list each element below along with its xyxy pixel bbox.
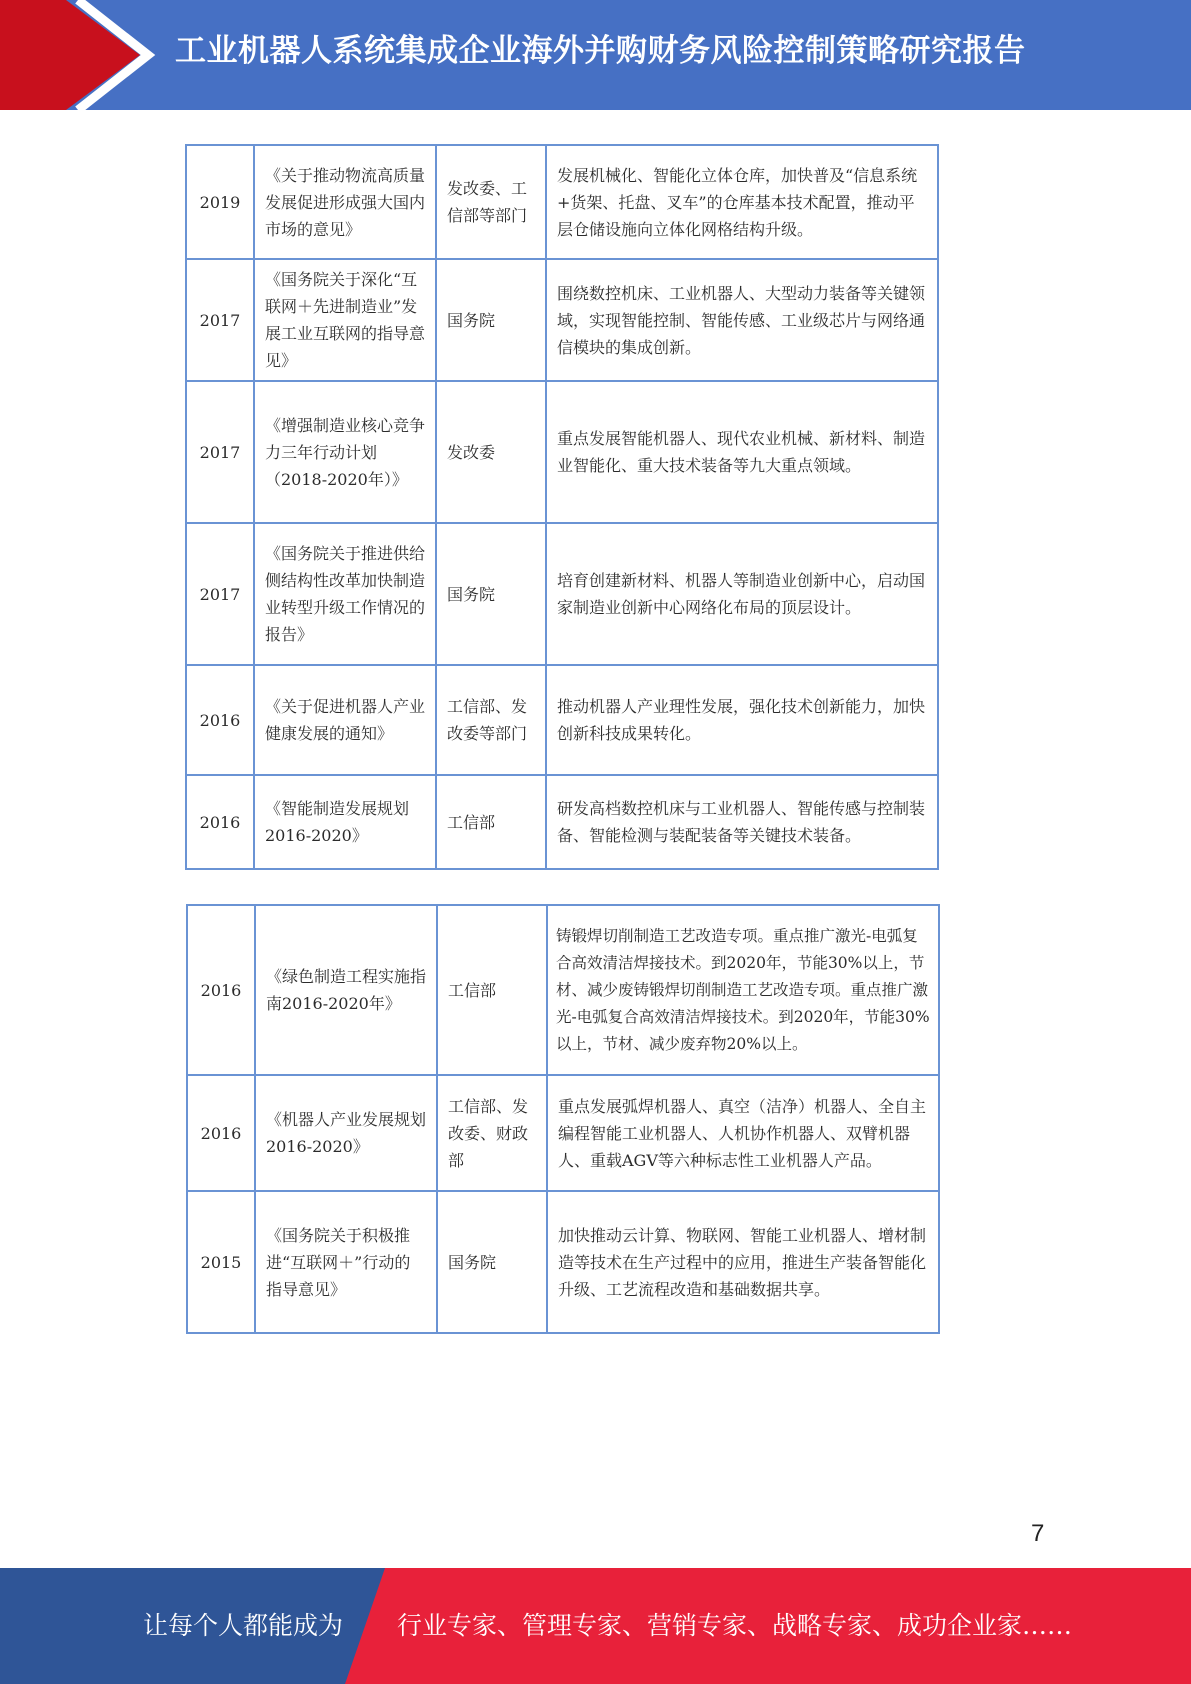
- header-band: [0, 0, 1191, 110]
- year-cell: 2016: [186, 665, 254, 775]
- policy-table-1: [185, 144, 939, 870]
- footer-slogan-text: 行业专家、管理专家、营销专家、战略专家、成功企业家……: [397, 1611, 1073, 1640]
- issuer-cell: 国务院: [436, 523, 546, 665]
- content-cell: 围绕数控机床、工业机器人、大型动力装备等关键领域，实现智能控制、智能传感、工业级芯片与网络通信模块的集成创新。: [546, 259, 938, 381]
- issuer-cell: 发改委、工信部等部门: [436, 145, 546, 259]
- document-title-cell: 《国务院关于积极推进“互联网＋”行动的指导意见》: [255, 1191, 437, 1333]
- table-row: [186, 665, 938, 775]
- table-row: [186, 775, 938, 869]
- year-cell: 2017: [186, 381, 254, 523]
- content-cell: 重点发展智能机器人、现代农业机械、新材料、制造业智能化、重大技术装备等九大重点领域。: [546, 381, 938, 523]
- table-row: [186, 259, 938, 381]
- table-row: [186, 145, 938, 259]
- year-cell: 2019: [186, 145, 254, 259]
- content-cell: 研发高档数控机床与工业机器人、智能传感与控制装备、智能检测与装配装备等关键技术装备。: [546, 775, 938, 869]
- content-cell: 加快推动云计算、物联网、智能工业机器人、增材制造等技术在生产过程中的应用，推进生产装备智能化升级、工艺流程改造和基础数据共享。: [547, 1191, 939, 1333]
- footer-band: [0, 1568, 1191, 1684]
- issuer-cell: 工信部、发改委等部门: [436, 665, 546, 775]
- content-cell: 重点发展弧焊机器人、真空（洁净）机器人、全自主编程智能工业机器人、人机协作机器人、双臂机器人、重载AGV等六种标志性工业机器人产品。: [547, 1075, 939, 1191]
- document-title-cell: 《国务院关于推进供给侧结构性改革加快制造业转型升级工作情况的报告》: [254, 523, 436, 665]
- issuer-cell: 工信部: [436, 775, 546, 869]
- year-cell: 2016: [187, 905, 255, 1075]
- year-cell: 2017: [186, 259, 254, 381]
- footer-lead-text: 让每个人都能成为: [143, 1611, 344, 1640]
- issuer-cell: 工信部、发改委、财政部: [437, 1075, 547, 1191]
- table-row: [187, 1075, 939, 1191]
- table-row: [186, 523, 938, 665]
- issuer-cell: 工信部: [437, 905, 547, 1075]
- content-cell: 推动机器人产业理性发展，强化技术创新能力，加快创新科技成果转化。: [546, 665, 938, 775]
- year-cell: 2016: [187, 1075, 255, 1191]
- document-title-cell: 《关于促进机器人产业健康发展的通知》: [254, 665, 436, 775]
- policy-table-2: [186, 904, 940, 1334]
- year-cell: 2015: [187, 1191, 255, 1333]
- document-title-cell: 《机器人产业发展规划2016-2020》: [255, 1075, 437, 1191]
- header-red-chevron: [0, 0, 140, 110]
- issuer-cell: 发改委: [436, 381, 546, 523]
- issuer-cell: 国务院: [437, 1191, 547, 1333]
- page-number: 7: [1031, 1520, 1045, 1547]
- document-title-cell: 《智能制造发展规划2016-2020》: [254, 775, 436, 869]
- table-row: [186, 381, 938, 523]
- year-cell: 2016: [186, 775, 254, 869]
- document-title-cell: 《关于推动物流高质量发展促进形成强大国内市场的意见》: [254, 145, 436, 259]
- report-title: 工业机器人系统集成企业海外并购财务风险控制策略研究报告: [175, 33, 1026, 69]
- content-cell: 培育创建新材料、机器人等制造业创新中心，启动国家制造业创新中心网络化布局的顶层设计。: [546, 523, 938, 665]
- content-cell: 铸锻焊切削制造工艺改造专项。重点推广激光-电弧复合高效清洁焊接技术。到2020年，节能30%以上，节材、减少废铸锻焊切削制造工艺改造专项。重点推广激光-电弧复合高效清洁焊接技术。到2020年，节能30%以上，节材、减少废弃物20%以上。: [547, 905, 939, 1075]
- table-row: [187, 905, 939, 1075]
- content-cell: 发展机械化、智能化立体仓库，加快普及“信息系统+货架、托盘、叉车”的仓库基本技术配置，推动平层仓储设施向立体化网格结构升级。: [546, 145, 938, 259]
- document-title-cell: 《增强制造业核心竞争力三年行动计划（2018-2020年）》: [254, 381, 436, 523]
- table-row: [187, 1191, 939, 1333]
- issuer-cell: 国务院: [436, 259, 546, 381]
- year-cell: 2017: [186, 523, 254, 665]
- document-title-cell: 《国务院关于深化“互联网＋先进制造业”发展工业互联网的指导意见》: [254, 259, 436, 381]
- document-title-cell: 《绿色制造工程实施指南2016-2020年》: [255, 905, 437, 1075]
